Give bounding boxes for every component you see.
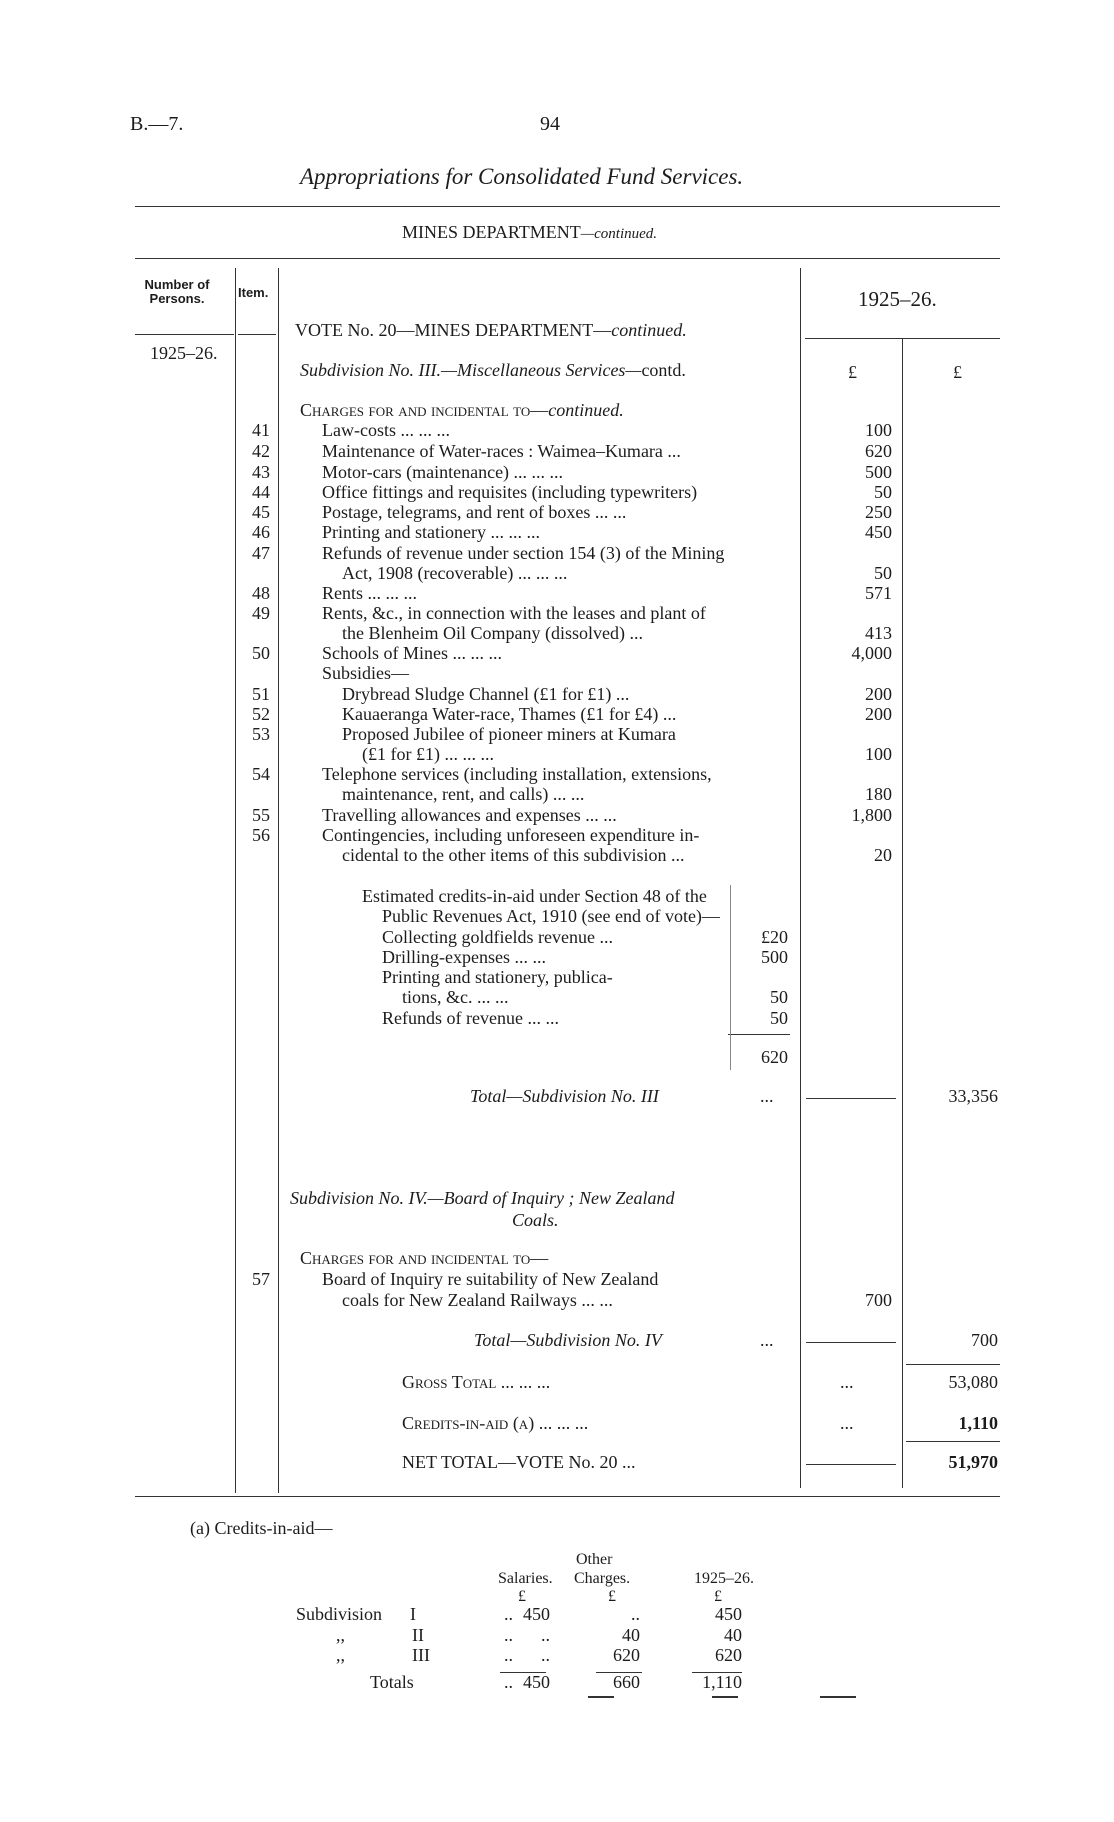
footnote-row-roman: I bbox=[410, 1604, 416, 1624]
credit-line: Refunds of revenue ... ... bbox=[382, 1008, 559, 1028]
item-description: Kauaeranga Water-race, Thames (£1 for £4) ... bbox=[342, 704, 677, 724]
footnote-row-label: ,, bbox=[336, 1625, 345, 1645]
item-description-continued: Act, 1908 (recoverable) ... ... ... bbox=[342, 563, 568, 583]
item-amount: 1,800 bbox=[851, 805, 892, 825]
rule-item-header bbox=[238, 334, 276, 335]
pound-sign-amount: £ bbox=[848, 362, 857, 382]
rule-footnote-salaries-double bbox=[588, 1696, 614, 1698]
item-description: Maintenance of Water-races : Waimea–Kumara ... bbox=[322, 441, 681, 461]
item-description-continued: (£1 for £1) ... ... ... bbox=[362, 744, 494, 764]
rule-subdivision-4-total bbox=[806, 1342, 896, 1343]
footnote-row-salaries: .. bbox=[541, 1645, 550, 1665]
subdivision-3-heading bbox=[300, 360, 686, 381]
item-number: 48 bbox=[252, 583, 270, 603]
credit-line: Drilling-expenses ... ... bbox=[382, 947, 546, 967]
subdivision-4-total-dots: ... bbox=[760, 1330, 774, 1350]
page-title: Appropriations for Consolidated Fund Services. bbox=[300, 164, 744, 189]
subdivision-4-heading-continued: Coals. bbox=[512, 1210, 559, 1230]
item-description-continued: cidental to the other items of this subdivision ... bbox=[342, 845, 685, 865]
subdivision-4-charges: Charges for and incidental to— bbox=[300, 1248, 549, 1268]
item-description: Board of Inquiry re suitability of New Zealand bbox=[322, 1269, 659, 1289]
footnote-pound: £ bbox=[608, 1588, 616, 1605]
item-number: 49 bbox=[252, 603, 270, 623]
item-description: Rents, &c., in connection with the leases and plant of bbox=[322, 603, 706, 623]
subdivision-4-heading: Subdivision No. IV.—Board of Inquiry ; New Zealand bbox=[290, 1188, 675, 1208]
page-number: 94 bbox=[540, 113, 560, 135]
item-amount: 4,000 bbox=[851, 643, 892, 663]
item-number: 43 bbox=[252, 462, 270, 482]
credits-intro-continued: Public Revenues Act, 1910 (see end of vote)— bbox=[382, 906, 720, 926]
document-reference: B.—7. bbox=[130, 113, 184, 135]
item-amount: 20 bbox=[874, 845, 892, 865]
credits-estimate-total: 620 bbox=[761, 1047, 788, 1067]
item-number: 42 bbox=[252, 441, 270, 461]
footnote-totals-salaries: 450 bbox=[523, 1672, 550, 1692]
subdivision-3-heading-text: Subdivision No. III.—Miscellaneous Services— bbox=[300, 360, 642, 380]
credit-amount: 50 bbox=[770, 1008, 788, 1028]
gross-total: 53,080 bbox=[948, 1372, 998, 1392]
footnote-row-label: Subdivision bbox=[296, 1604, 383, 1624]
item-amount: 100 bbox=[865, 420, 892, 440]
item-number: 47 bbox=[252, 543, 270, 563]
rule-vertical-item bbox=[278, 268, 279, 1493]
item-number: 46 bbox=[252, 522, 270, 542]
credit-line: Printing and stationery, publica- bbox=[382, 967, 613, 987]
item-description: Proposed Jubilee of pioneer miners at Kumara bbox=[342, 724, 676, 744]
item-description: Law-costs ... ... ... bbox=[322, 420, 450, 440]
subdivision-3-heading-continued: contd. bbox=[641, 360, 686, 380]
item-header: Item. bbox=[238, 285, 269, 300]
subdivision-4-total-label: Total—Subdivision No. IV bbox=[474, 1330, 662, 1350]
item-number: 57 bbox=[252, 1269, 270, 1289]
item-amount: 200 bbox=[865, 684, 892, 704]
gross-total-label: Gross Total ... ... ... bbox=[402, 1372, 551, 1392]
footnote-pound: £ bbox=[518, 1588, 526, 1605]
footnote-row-roman: III bbox=[412, 1645, 430, 1665]
item-description: Telephone services (including installation, extensions, bbox=[322, 764, 712, 784]
item-amount: 500 bbox=[865, 462, 892, 482]
footnote-row-roman: II bbox=[412, 1625, 424, 1645]
footnote-totals-label: Totals bbox=[370, 1672, 414, 1692]
item-description: Office fittings and requisites (including typewriters) bbox=[322, 482, 698, 502]
credits-in-aid-total: 1,110 bbox=[958, 1413, 998, 1433]
credit-line-continued: tions, &c. ... ... bbox=[402, 987, 509, 1007]
rule-top bbox=[135, 206, 1000, 207]
charges-continued: continued. bbox=[548, 400, 624, 420]
footnote-row-other: .. bbox=[631, 1604, 640, 1624]
footnote-row-other: 620 bbox=[613, 1645, 640, 1665]
credits-intro: Estimated credits-in-aid under Section 48 of the bbox=[362, 886, 707, 906]
footnote-row-salaries: .. bbox=[541, 1625, 550, 1645]
item-description: Motor-cars (maintenance) ... ... ... bbox=[322, 462, 564, 482]
department-name: MINES DEPARTMENT bbox=[402, 222, 581, 242]
item-number: 55 bbox=[252, 805, 270, 825]
footnote-pound: £ bbox=[714, 1588, 722, 1605]
footnote-row-year: 40 bbox=[724, 1625, 742, 1645]
department-heading bbox=[402, 222, 657, 243]
rule-footnote-year-double bbox=[820, 1696, 856, 1698]
net-total: 51,970 bbox=[948, 1452, 998, 1472]
footnote-totals-year: 1,110 bbox=[702, 1672, 742, 1692]
rule-footnote-other-double bbox=[712, 1696, 738, 1698]
rule-table-bottom bbox=[135, 1496, 1000, 1497]
item-amount: 620 bbox=[865, 441, 892, 461]
vote-title-continued: continued. bbox=[611, 320, 687, 340]
subdivision-3-total-dots: ... bbox=[760, 1086, 774, 1106]
vote-title-text: VOTE No. 20—MINES DEPARTMENT— bbox=[295, 320, 612, 340]
footnote-col-salaries: Salaries. bbox=[498, 1570, 553, 1587]
footnote-row-other: 40 bbox=[622, 1625, 640, 1645]
rule-gross-total bbox=[906, 1364, 1000, 1365]
item-description-continued: maintenance, rent, and calls) ... ... bbox=[342, 784, 585, 804]
subdivision-3-charges bbox=[300, 400, 624, 421]
item-number: 45 bbox=[252, 502, 270, 522]
item-amount: 50 bbox=[874, 482, 892, 502]
gross-total-placeholder: ... bbox=[840, 1372, 854, 1392]
rule-vertical-amount bbox=[800, 268, 801, 1488]
item-amount: 571 bbox=[865, 583, 892, 603]
item-number: 41 bbox=[252, 420, 270, 440]
item-amount: 413 bbox=[865, 623, 892, 643]
rule-net-total bbox=[906, 1441, 1000, 1442]
charges-label: Charges for and incidental to— bbox=[300, 400, 549, 420]
subdivision-3-total: 33,356 bbox=[948, 1086, 998, 1106]
credit-amount: 500 bbox=[761, 947, 788, 967]
footnote-title: (a) Credits-in-aid— bbox=[190, 1518, 333, 1538]
item-description-continued: the Blenheim Oil Company (dissolved) ... bbox=[342, 623, 643, 643]
item-number: 52 bbox=[252, 704, 270, 724]
item-description: Drybread Sludge Channel (£1 for £1) ... bbox=[342, 684, 630, 704]
rule-persons-header bbox=[135, 334, 234, 335]
persons-year: 1925–26. bbox=[150, 343, 218, 363]
item-description: Rents ... ... ... bbox=[322, 583, 418, 603]
pound-sign-total: £ bbox=[953, 362, 962, 382]
item-number: 53 bbox=[252, 724, 270, 744]
credit-amount: 50 bbox=[770, 987, 788, 1007]
net-total-label: NET TOTAL—VOTE No. 20 ... bbox=[402, 1452, 636, 1472]
item-description: Contingencies, including unforeseen expenditure in- bbox=[322, 825, 700, 845]
credits-in-aid-label: Credits-in-aid (a) ... ... ... bbox=[402, 1413, 589, 1433]
item-number: 44 bbox=[252, 482, 270, 502]
number-of-persons-header: Number of Persons. bbox=[144, 277, 210, 306]
footnote-row-dots: .. bbox=[504, 1645, 513, 1665]
department-continued: —continued. bbox=[580, 226, 658, 242]
footnote-col-other-1: Other bbox=[576, 1551, 613, 1568]
footnote-col-other-2: Charges. bbox=[574, 1570, 631, 1587]
credit-amount: £20 bbox=[761, 927, 788, 947]
item-number: 54 bbox=[252, 764, 270, 784]
item-amount: 200 bbox=[865, 704, 892, 724]
subdivision-4-total: 700 bbox=[971, 1330, 998, 1350]
item-number: 56 bbox=[252, 825, 270, 845]
footnote-row-year: 450 bbox=[715, 1604, 742, 1624]
item-description: Refunds of revenue under section 154 (3) of the Mining bbox=[322, 543, 725, 563]
item-description: Postage, telegrams, and rent of boxes ... ... bbox=[322, 502, 627, 522]
rule-vertical-credits bbox=[730, 885, 731, 1070]
footnote-row-salaries: 450 bbox=[523, 1604, 550, 1624]
rule-vertical-total bbox=[902, 338, 903, 1488]
footnote-row-year: 620 bbox=[715, 1645, 742, 1665]
item-number: 50 bbox=[252, 643, 270, 663]
footnote-col-year: 1925–26. bbox=[694, 1570, 754, 1587]
footnote-row-label: ,, bbox=[336, 1645, 345, 1665]
item-amount: 250 bbox=[865, 502, 892, 522]
rule-credits-sum bbox=[728, 1034, 790, 1035]
subdivision-3-total-label: Total—Subdivision No. III bbox=[470, 1086, 659, 1106]
credits-in-aid-placeholder: ... bbox=[840, 1413, 854, 1433]
rule-table-top bbox=[135, 258, 1000, 259]
footnote-row-dots: .. bbox=[504, 1604, 513, 1624]
vote-title bbox=[295, 320, 687, 341]
item-description: Schools of Mines ... ... ... bbox=[322, 643, 502, 663]
footnote-totals-other: 660 bbox=[613, 1672, 640, 1692]
subsidies-heading: Subsidies— bbox=[322, 663, 410, 683]
item-description: Travelling allowances and expenses ... ... bbox=[322, 805, 617, 825]
footnote-row-dots: .. bbox=[504, 1625, 513, 1645]
item-amount: 450 bbox=[865, 522, 892, 542]
item-description-continued: coals for New Zealand Railways ... ... bbox=[342, 1290, 613, 1310]
footnote-totals-dots: .. bbox=[504, 1672, 513, 1692]
item-description: Printing and stationery ... ... ... bbox=[322, 522, 540, 542]
rule-subdivision-3-total bbox=[806, 1098, 896, 1099]
item-amount: 180 bbox=[865, 784, 892, 804]
item-amount: 100 bbox=[865, 744, 892, 764]
item-amount: 700 bbox=[865, 1290, 892, 1310]
rule-net-total-amount bbox=[806, 1464, 896, 1465]
item-amount: 50 bbox=[874, 563, 892, 583]
credit-line: Collecting goldfields revenue ... bbox=[382, 927, 613, 947]
item-number: 51 bbox=[252, 684, 270, 704]
year-header: 1925–26. bbox=[858, 287, 937, 311]
